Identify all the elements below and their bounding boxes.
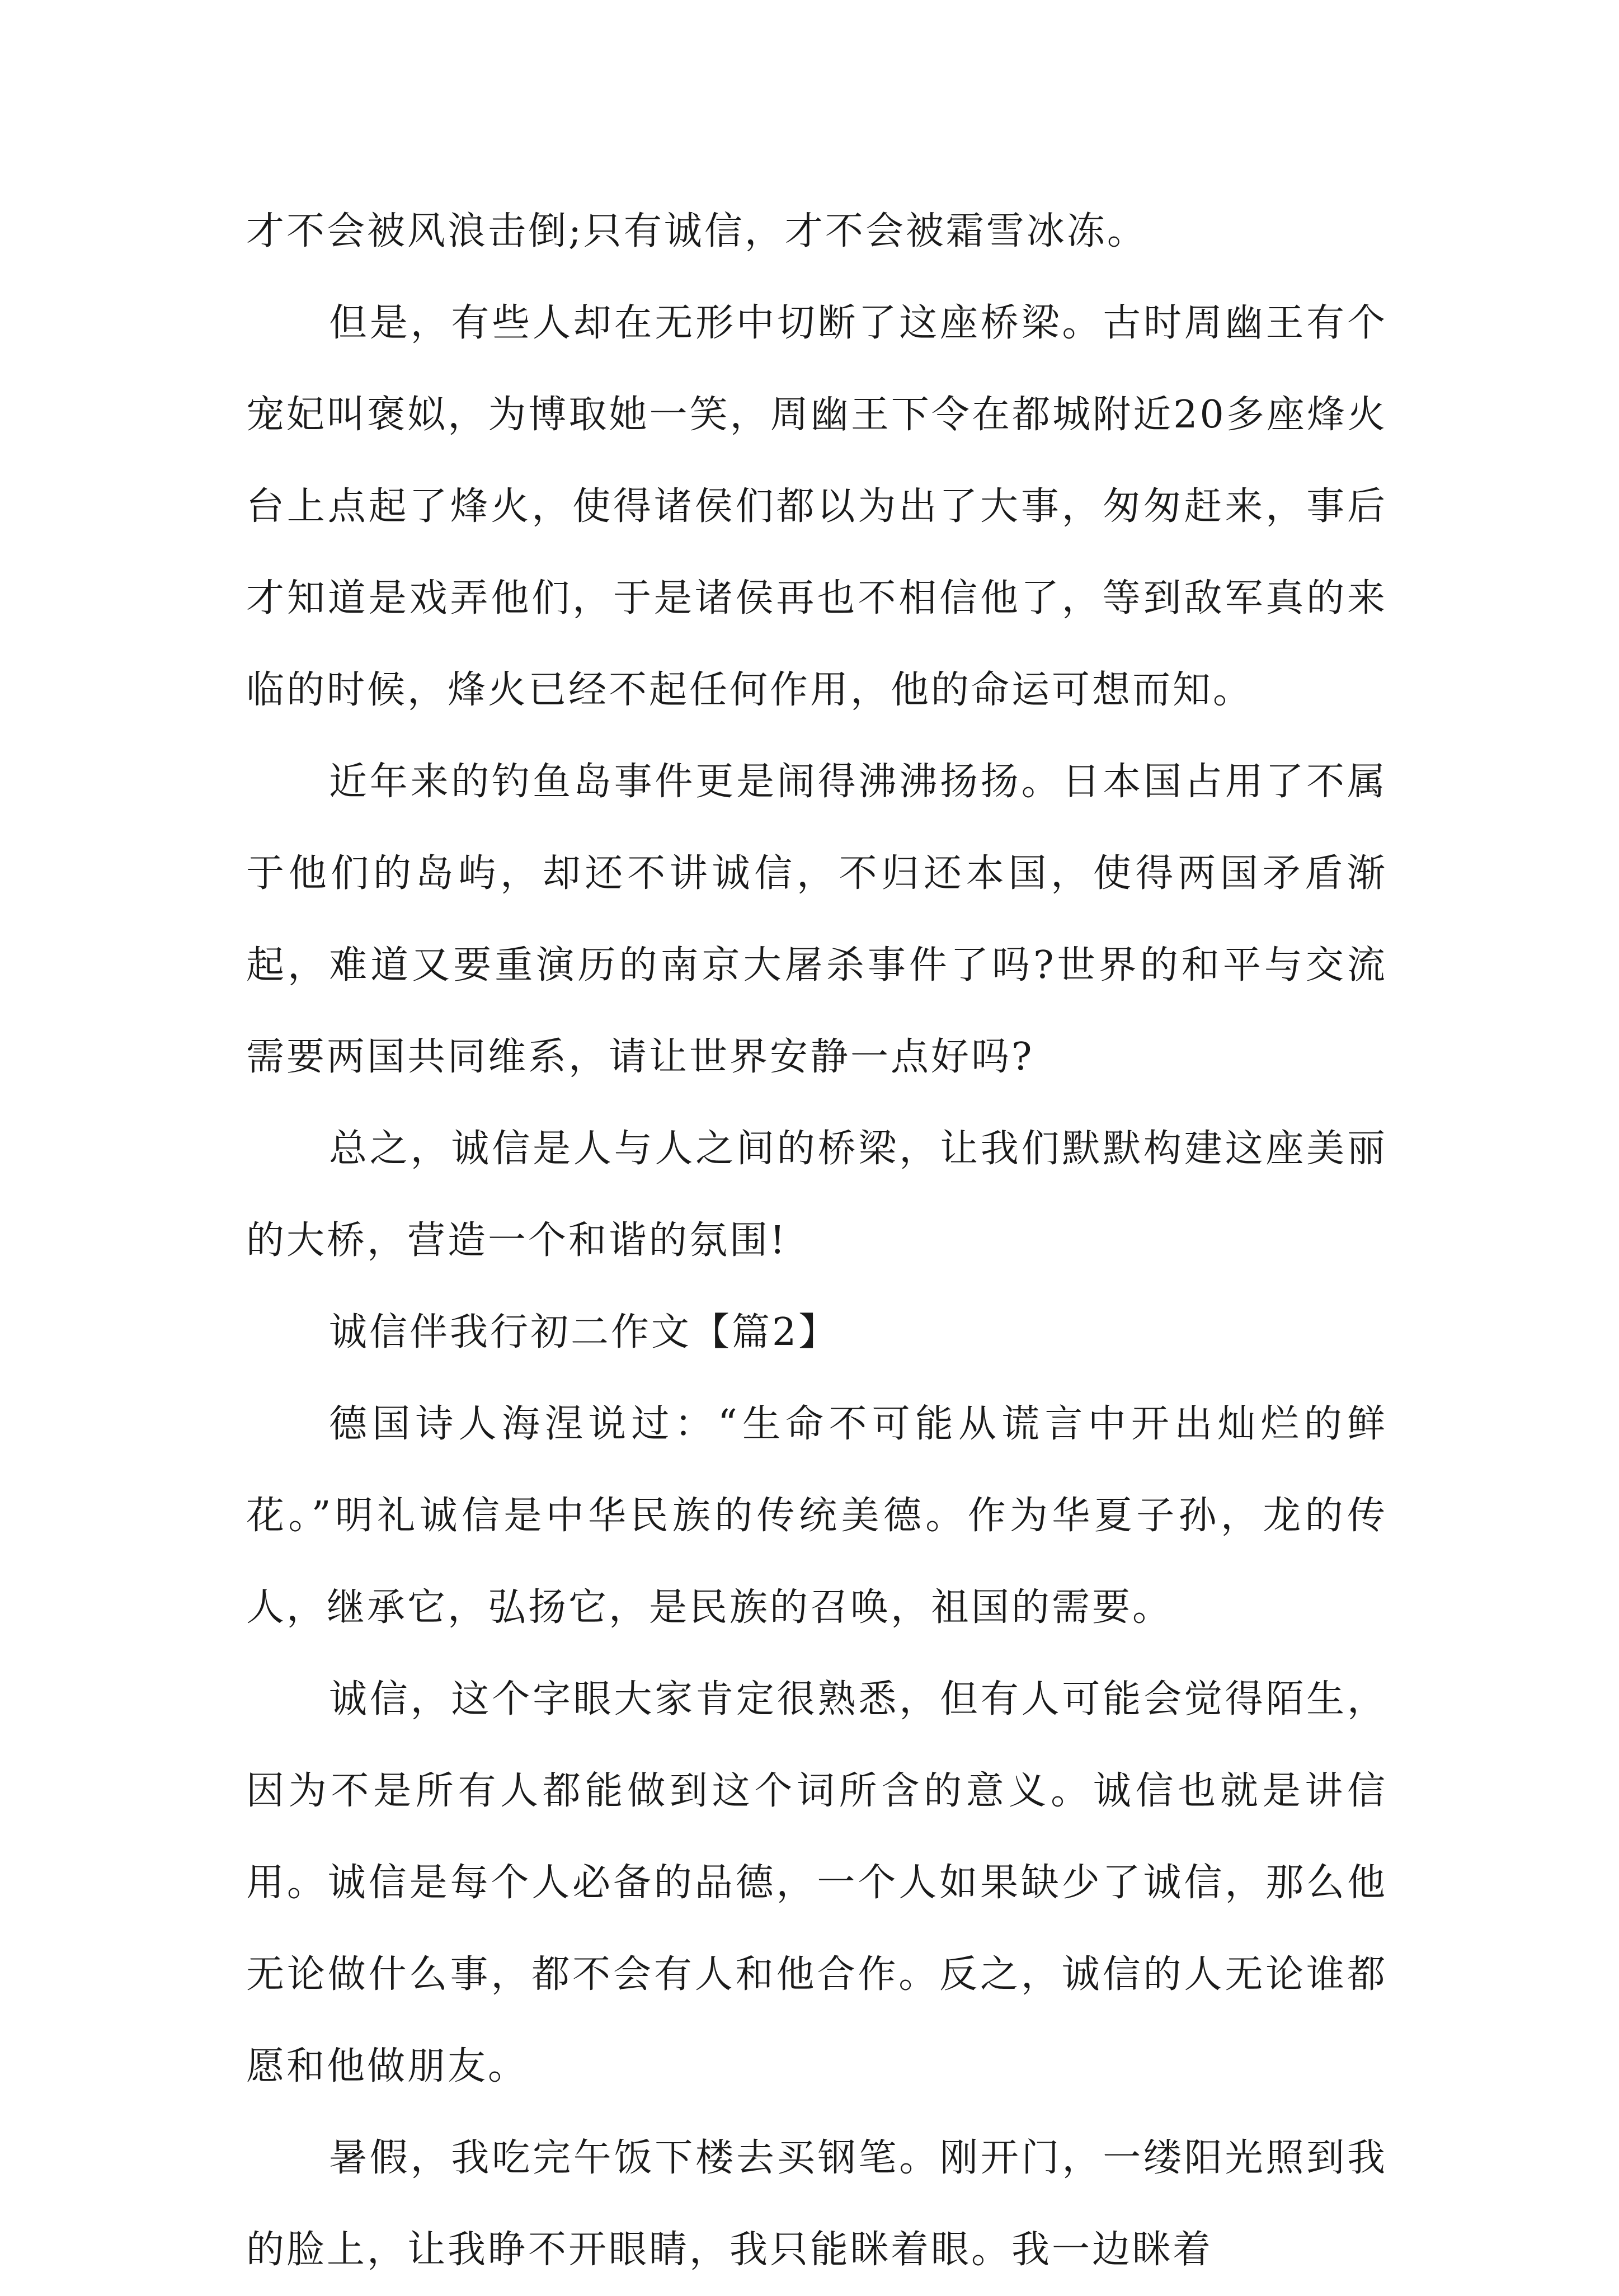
paragraph-heine-quote: 德国诗人海涅说过：“生命不可能从谎言中开出灿烂的鲜花。”明礼诚信是中华民族的传统美德。作为华夏子孙，龙的传人，继承它，弘扬它，是民族的召唤，祖国的需要。 — [246, 1402, 1387, 1630]
paragraph-continuation: 才不会被风浪击倒;只有诚信，才不会被霜雪冰冻。 — [246, 209, 1147, 253]
paragraph-integrity-meaning: 诚信，这个字眼大家肯定很熟悉，但有人可能会觉得陌生，因为不是所有人都能做到这个词所含的意义。诚信也就是讲信用。诚信是每个人必备的品德，一个人如果缺少了诚信，那么他无论做什么事，都不会有人和他合作。反之，诚信的人无论谁都愿和他做朋友。 — [246, 1677, 1387, 2088]
paragraph-zhou-youwang: 但是，有些人却在无形中切断了这座桥梁。古时周幽王有个宠妃叫褒姒，为博取她一笑，周幽王下令在都城附近20多座烽火台上点起了烽火，使得诸侯们都以为出了大事，匆匆赶来，事后才知道是戏弄他们，于是诸侯再也不相信他了，等到敌军真的来临的时候，烽火已经不起任何作用，他的命运可想而知。 — [246, 301, 1387, 712]
paragraph-summer-story: 暑假，我吃完午饭下楼去买钢笔。刚开门，一缕阳光照到我的脸上，让我睁不开眼睛，我只能眯着眼。我一边眯着 — [246, 2136, 1387, 2272]
section-heading: 诚信伴我行初二作文【篇2】 — [329, 1310, 839, 1354]
document-body — [246, 186, 1387, 2296]
paragraph-conclusion: 总之，诚信是人与人之间的桥梁，让我们默默构建这座美丽的大桥，营造一个和谐的氛围! — [246, 1127, 1387, 1263]
paragraph-diaoyu-island: 近年来的钓鱼岛事件更是闹得沸沸扬扬。日本国占用了不属于他们的岛屿，却还不讲诚信，不归还本国，使得两国矛盾渐起，难道又要重演历的南京大屠杀事件了吗?世界的和平与交流需要两国共同维系，请让世界安静一点好吗? — [246, 760, 1387, 1079]
